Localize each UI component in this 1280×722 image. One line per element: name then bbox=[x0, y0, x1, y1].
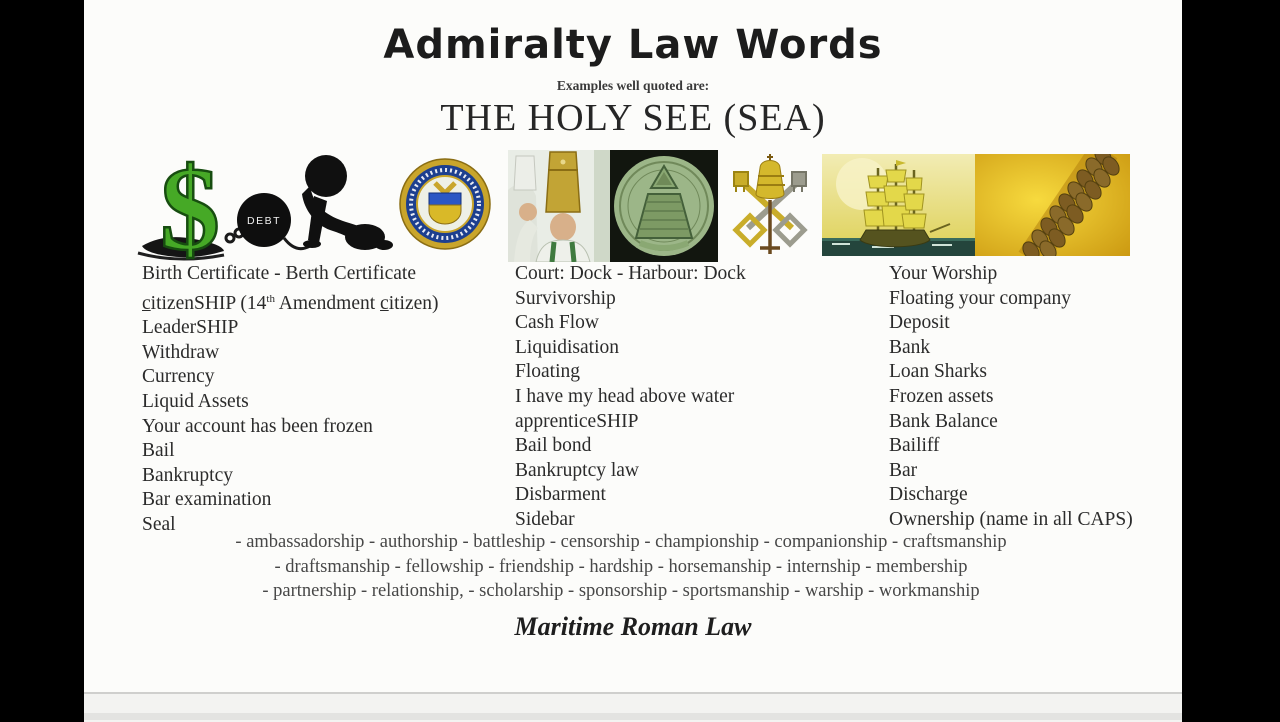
list-item: Disbarment bbox=[515, 484, 606, 506]
list-item: Loan Sharks bbox=[889, 361, 988, 383]
dollar-debt-baby-icon bbox=[134, 150, 394, 263]
list-item: Sidebar bbox=[515, 508, 575, 530]
ship-words-line: - ambassadorship - authorship - battleship - censorship - championship - companionship - craftsmanship bbox=[235, 532, 1007, 552]
list-item: Birth Certificate - Berth Certificate bbox=[142, 263, 416, 284]
ship-words-line: - partnership - relationship, - scholarship - sponsorship - sportsmanship - warship - workmanship bbox=[262, 581, 980, 601]
subtitle: Examples well quoted are: bbox=[556, 78, 710, 93]
list-item: Bank bbox=[889, 336, 931, 358]
svg-text:$: $ bbox=[160, 150, 220, 263]
golden-rope-icon bbox=[975, 154, 1130, 256]
list-item: Your Worship bbox=[889, 263, 998, 284]
list-item: Cash Flow bbox=[515, 312, 599, 334]
image-strip bbox=[84, 148, 1182, 264]
list-item: Your account has been frozen bbox=[142, 415, 373, 437]
list-item: Ownership (name in all CAPS) bbox=[889, 508, 1133, 530]
list-item: Deposit bbox=[889, 312, 950, 334]
list-item-citizenship: citizenSHIP (14th Amendment citizen) bbox=[142, 292, 439, 314]
list-item: Bankruptcy bbox=[142, 464, 233, 486]
list-item: Liquid Assets bbox=[142, 390, 249, 412]
list-item: LeaderSHIP bbox=[142, 317, 239, 339]
list-item: I have my head above water bbox=[515, 385, 735, 407]
list-item: Bail bond bbox=[515, 435, 592, 457]
ship-words-list bbox=[72, 530, 1170, 604]
pyramid-eye-seal-icon bbox=[610, 150, 718, 262]
list-item: Bankruptcy law bbox=[515, 459, 640, 481]
list-item: Floating bbox=[515, 361, 581, 383]
list-item: Seal bbox=[142, 513, 176, 535]
debt-label: DEBT bbox=[246, 215, 282, 227]
list-item: Withdraw bbox=[142, 341, 220, 363]
golden-ship-icon bbox=[822, 154, 975, 256]
document-page bbox=[84, 0, 1182, 720]
holy-see-heading: THE HOLY SEE (SEA) bbox=[440, 97, 826, 139]
list-item: Currency bbox=[142, 366, 215, 388]
column-middle bbox=[515, 262, 746, 533]
list-item: Bar bbox=[889, 459, 918, 481]
list-item: Discharge bbox=[889, 484, 968, 506]
column-right bbox=[889, 262, 1133, 533]
commerce-seal-icon bbox=[398, 156, 492, 252]
list-item: Bailiff bbox=[889, 435, 940, 457]
list-item: Bank Balance bbox=[889, 410, 998, 432]
list-item: Survivorship bbox=[515, 287, 616, 309]
pope-photo-icon bbox=[508, 150, 610, 262]
column-left bbox=[142, 262, 439, 538]
ship-words-line: - draftsmanship - fellowship - friendship - hardship - horsemanship - internship - membership bbox=[274, 556, 968, 577]
list-item: Court: Dock - Harbour: Dock bbox=[515, 263, 746, 284]
list-item: Bar examination bbox=[142, 489, 272, 511]
bottom-strip-shadow bbox=[84, 713, 1182, 720]
crawling-baby-silhouette bbox=[302, 155, 393, 250]
list-item: apprenticeSHIP bbox=[515, 410, 639, 432]
list-item: Frozen assets bbox=[889, 385, 994, 407]
vatican-keys-icon bbox=[722, 154, 818, 258]
page-title: Admiralty Law Words bbox=[383, 22, 883, 68]
maritime-roman-law-title: Maritime Roman Law bbox=[514, 612, 752, 641]
list-item: Liquidisation bbox=[515, 336, 619, 358]
list-item: Floating your company bbox=[889, 287, 1071, 309]
list-item: Bail bbox=[142, 440, 175, 462]
